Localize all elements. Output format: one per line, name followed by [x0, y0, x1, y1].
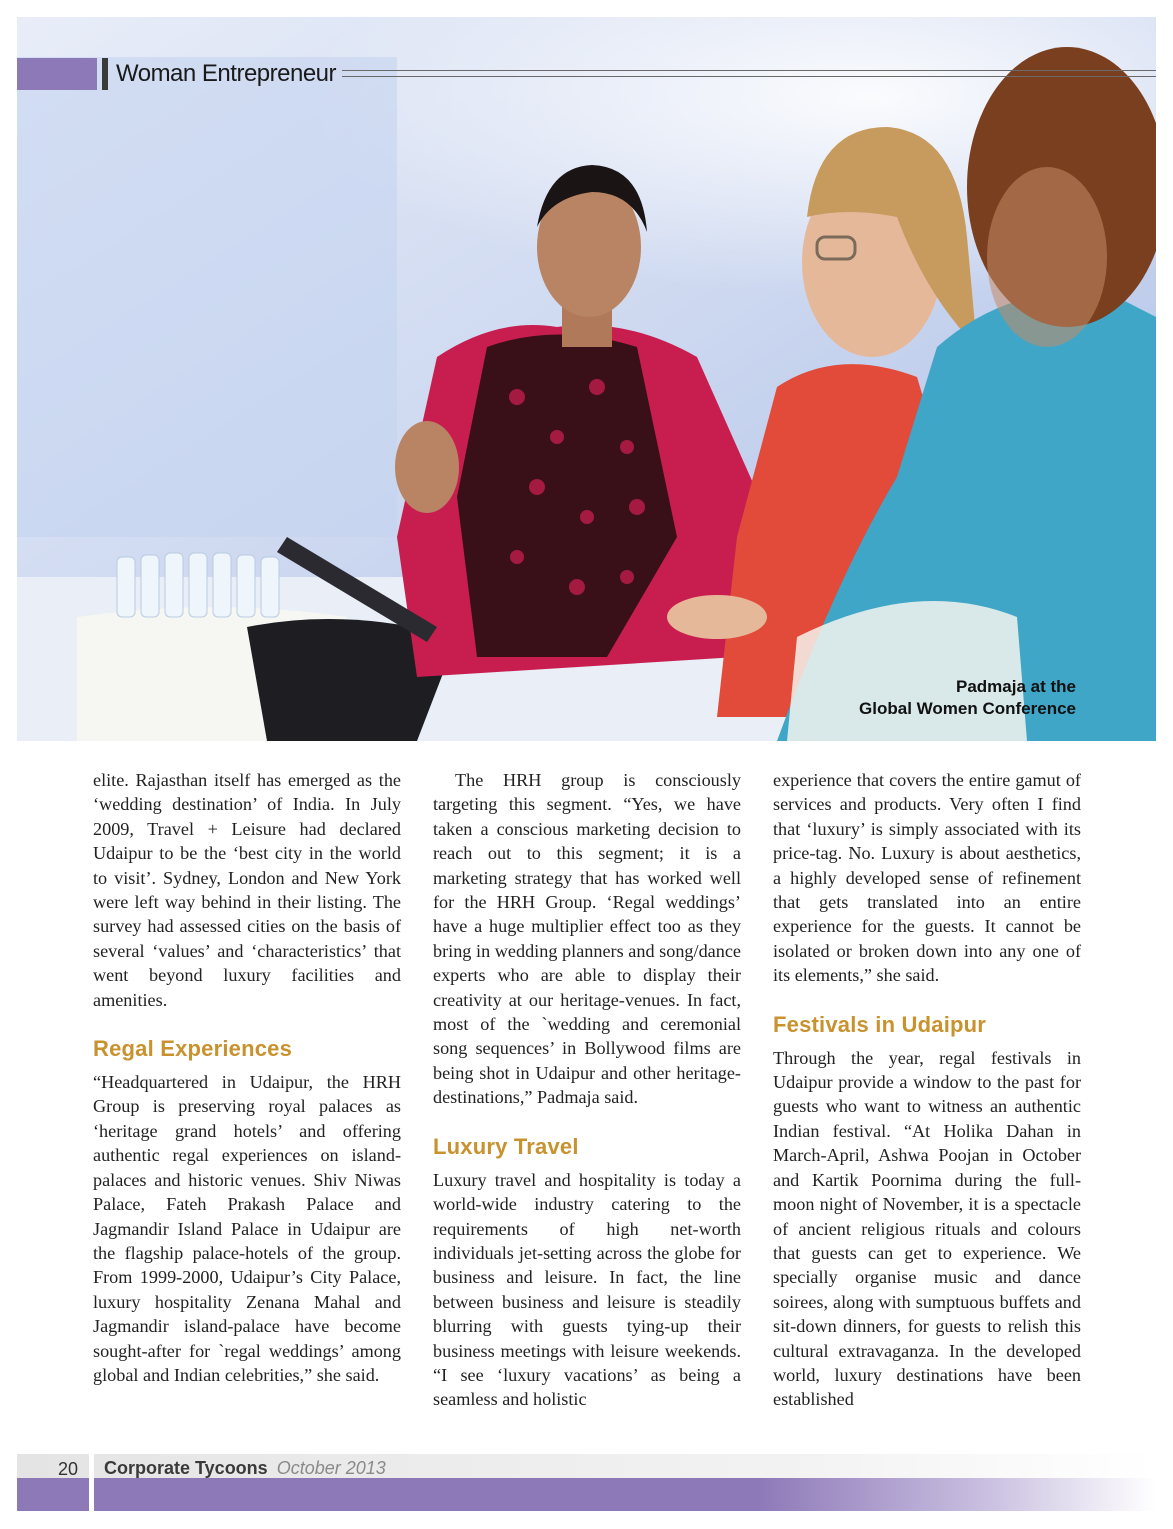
caption-line-2: Global Women Conference — [859, 699, 1076, 718]
subheading-luxury-travel: Luxury Travel — [433, 1133, 579, 1159]
section-divider — [102, 58, 108, 90]
footer-color-bar — [17, 1478, 1156, 1511]
section-rule — [342, 70, 1156, 77]
article-column-3 — [773, 768, 1081, 1412]
paragraph: Through the year, regal festivals in Udaipur provide a window to the past for guests who want to witness an authentic Indian festival. “At Holika Dahan in March-April, Ashwa Poojan in October and Kartik Poornima during the full-moon night of November, it is a spectacle of ancient religious rituals and colours that guests can get to experience. We specially organise music and dance soirees, along with sumptuous buffets and sit-down dinners, for guests to relish this cultural extravaganza. In the developed world, luxury destinations have been established — [773, 1047, 1081, 1410]
article-photo — [17, 17, 1156, 741]
paragraph: experience that covers the entire gamut of services and products. Very often I find that ‘luxury’ is simply associated with its price-tag. No. Luxury is about aesthetics, a highly developed sense of refinement that gets translated into an entire experience for the guests. It cannot be isolated or broken down into any one of its elements,” she said. — [773, 770, 1081, 986]
photo-illustration — [17, 17, 1156, 741]
paragraph: “Headquartered in Udaipur, the HRH Group is preserving royal palaces as ‘heritage grand hotels’ and offering authentic regal experiences on island-palaces and historic venues. Shiv Niwas Palace, Fateh Prakash Palace and Jagmandir Island Palace in Udaipur are the flagship palace-hotels of the group. From 1999-2000, Udaipur’s City Palace, luxury hospitality Zenana Mahal and Jagmandir island-palace have become sought-after for `regal weddings’ among global and Indian celebrities,” she said. — [93, 1072, 401, 1385]
article-column-1 — [93, 768, 401, 1387]
issue-date: October 2013 — [276, 1458, 386, 1478]
subheading-regal-experiences: Regal Experiences — [93, 1036, 293, 1062]
footer-masthead — [104, 1458, 386, 1479]
section-color-block — [17, 58, 97, 90]
paragraph: elite. Rajasthan itself has emerged as the ‘wedding destination’ of India. In July 2009, Travel + Leisure had declared Udaipur to be the ‘best city in the world to visit’. Sydney, London and New York were left way behind in their listing. The survey had assessed cities on the basis of several ‘values’ and ‘characteristics’ that went beyond luxury facilities and amenities. — [93, 770, 401, 1010]
footer-separator — [89, 1454, 94, 1511]
section-title: Woman Entrepreneur — [116, 60, 337, 87]
magazine-name: Corporate Tycoons — [104, 1458, 268, 1478]
subheading-festivals-in-udaipur: Festivals in Udaipur — [773, 1011, 987, 1037]
caption-line-1: Padmaja at the — [956, 677, 1076, 696]
article-column-2 — [433, 768, 741, 1412]
photo-caption — [859, 676, 1076, 720]
paragraph: The HRH group is consciously targeting this segment. “Yes, we have taken a conscious marketing decision to reach out to this segment; it is a marketing strategy that has worked well for the HRH Group. ‘Regal weddings’ have a huge multiplier effect too as they bring in wedding planners and song/dance experts who are able to display their creativity at our heritage-venues. In fact, most of the `wedding and ceremonial song sequences’ in Bollywood films are being shot in Udaipur and other heritage-destinations,” Padmaja said. — [433, 770, 741, 1108]
paragraph: Luxury travel and hospitality is today a world-wide industry catering to the requirements of high net-worth individuals jet-setting across the globe for business and leisure. In fact, the line between business and leisure is steadily blurring with guests tying-up their business meetings with leisure weekends. “I see ‘luxury vacations’ as being a seamless and holistic — [433, 1169, 741, 1410]
page-number: 20 — [58, 1459, 79, 1479]
